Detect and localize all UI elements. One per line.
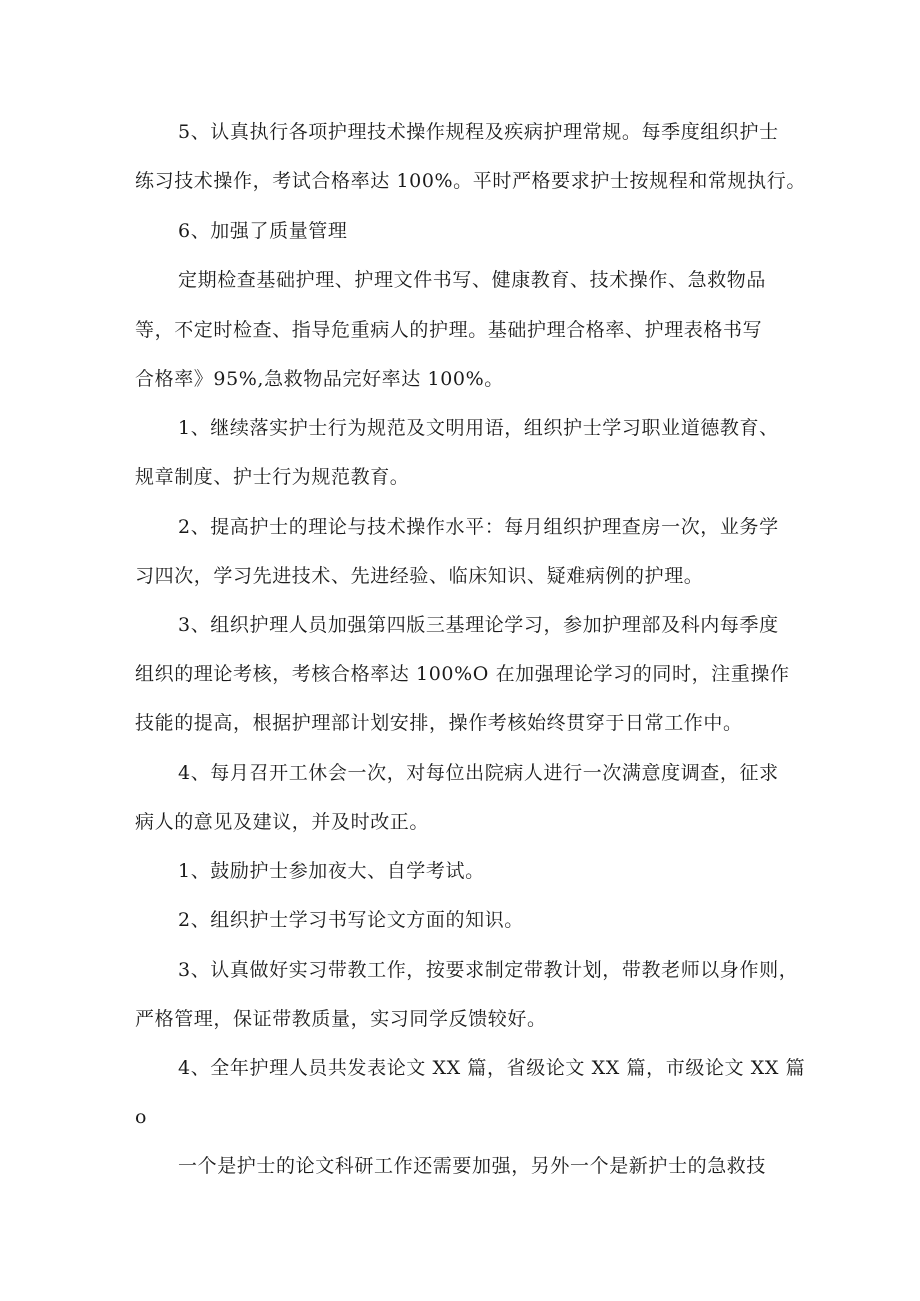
text-line: 等，不定时检查、指导危重病人的护理。基础护理合格率、护理表格书写	[135, 319, 763, 341]
text-line: 定期检查基础护理、护理文件书写、健康教育、技术操作、急救物品	[178, 269, 767, 291]
text-line: 2、提高护士的理论与技术操作水平：每月组织护理查房一次，业务学	[178, 516, 779, 538]
text-line: 习四次，学习先进技术、先进经验、临床知识、疑难病例的护理。	[135, 565, 704, 587]
text-line: 4、每月召开工休会一次，对每位出院病人进行一次满意度调查，征求	[178, 762, 779, 784]
text-line: 严格管理，保证带教质量，实习同学反馈较好。	[135, 1008, 547, 1030]
text-line: 1、继续落实护士行为规范及文明用语，组织护士学习职业道德教育、	[178, 417, 779, 439]
text-line: 合格率》95%,急救物品完好率达 100%。	[135, 368, 504, 390]
text-line: 1、鼓励护士参加夜大、自学考试。	[178, 860, 485, 882]
text-line: 3、组织护理人员加强第四版三基理论学习，参加护理部及科内每季度	[178, 614, 779, 636]
text-line: 技能的提高，根据护理部计划安排，操作考核始终贯穿于日常工作中。	[135, 712, 743, 734]
text-line: 一个是护士的论文科研工作还需要加强，另外一个是新护士的急救技	[178, 1155, 767, 1177]
text-line: 练习技术操作，考试合格率达 100%。平时严格要求护士按规程和常规执行。	[135, 170, 806, 192]
text-line: o	[135, 1106, 148, 1128]
text-line: 病人的意见及建议，并及时改正。	[135, 811, 430, 833]
text-line: 规章制度、护士行为规范教育。	[135, 466, 410, 488]
section-heading: 6、加强了质量管理	[178, 220, 348, 242]
text-line: 3、认真做好实习带教工作，按要求制定带教计划，带教老师以身作则，	[178, 959, 799, 981]
text-line: 5、认真执行各项护理技术操作规程及疾病护理常规。每季度组织护士	[178, 121, 779, 143]
text-line: 2、组织护士学习书写论文方面的知识。	[178, 909, 524, 931]
text-line: 4、全年护理人员共发表论文 XX 篇，省级论文 XX 篇，市级论文 XX 篇	[178, 1057, 806, 1079]
text-line: 组织的理论考核，考核合格率达 100%O 在加强理论学习的同时，注重操作	[135, 663, 790, 685]
